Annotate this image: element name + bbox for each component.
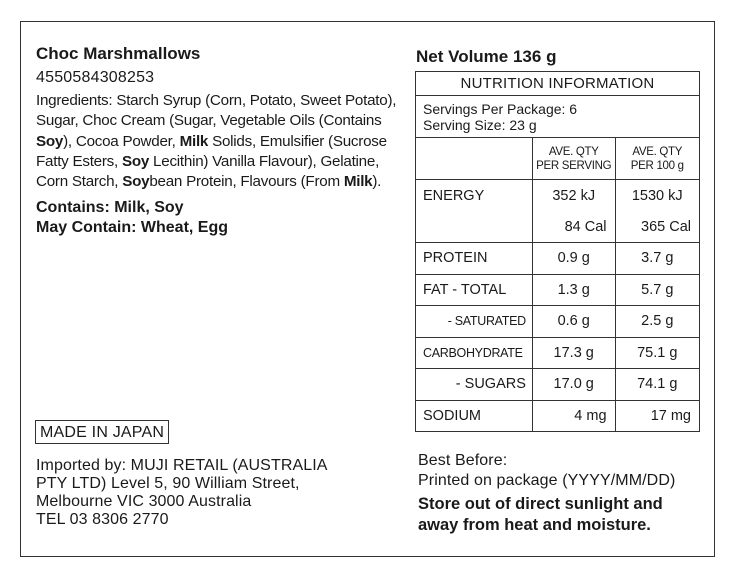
header-per-serving — [532, 138, 615, 180]
table-row — [416, 337, 700, 369]
best-before-note: Printed on package (YYYY/MM/DD) — [418, 472, 676, 489]
nutrient-name: - SATURATED — [416, 306, 533, 338]
nutrient-per-serving: 4 mg — [532, 400, 615, 432]
allergen-soy: Soy — [122, 173, 150, 191]
header-per-100g — [615, 138, 699, 180]
table-row — [416, 369, 700, 401]
importer-info — [36, 457, 406, 529]
storage-line: Store out of direct sunlight and — [418, 495, 663, 513]
nutrient-per-100g: 5.7 g — [615, 274, 699, 306]
nutrient-per-serving: 0.9 g — [532, 243, 615, 275]
importer-line: Melbourne VIC 3000 Australia — [36, 493, 252, 510]
table-row — [416, 180, 700, 212]
nutrient-per-100g: 1530 kJ — [615, 180, 699, 212]
storage-line: away from heat and moisture. — [418, 516, 651, 534]
nutrient-name — [416, 211, 533, 243]
ingredients-text: Solids, Emulsifier (Sucrose Fatty Esters, — [36, 132, 387, 170]
ingredients-text: bean Protein, Flavours (From — [149, 173, 344, 191]
nutrient-per-100g: 2.5 g — [615, 306, 699, 338]
net-volume: Net Volume 136 g — [416, 47, 557, 66]
table-row — [416, 274, 700, 306]
allergen-soy: Soy — [121, 152, 150, 170]
nutrition-title: NUTRITION INFORMATION — [416, 72, 700, 96]
ingredients-list — [36, 91, 414, 192]
header-blank — [416, 138, 533, 180]
header-line: PER 100 g — [630, 159, 684, 172]
table-row — [416, 400, 700, 432]
contains-allergens: Contains: Milk, Soy — [36, 199, 184, 217]
importer-line: PTY LTD) Level 5, 90 William Street, — [36, 475, 300, 492]
nutrient-per-100g: 365 Cal — [615, 211, 699, 243]
nutrient-per-serving: 17.0 g — [532, 369, 615, 401]
nutrient-per-100g: 17 mg — [615, 400, 699, 432]
ingredients-text: Ingredients: Starch Syrup (Corn, Potato, Sweet Potato), Sugar, Choc Cream (Sugar, Vegetable Oils (Contains — [36, 92, 397, 130]
serving-info — [416, 96, 700, 138]
ingredients-text: Lecithin) Vanilla Flavour), Gelatine, Corn Starch, — [36, 152, 380, 191]
made-in-badge: MADE IN JAPAN — [35, 420, 169, 444]
nutrient-name: PROTEIN — [416, 243, 533, 275]
header-line: PER SERVING — [536, 159, 612, 172]
table-row — [416, 243, 700, 275]
table-row — [416, 306, 700, 338]
table-row — [416, 211, 700, 243]
ingredients-text: ), Cocoa Powder, — [63, 132, 180, 150]
allergen-soy: Soy — [36, 132, 64, 150]
product-name: Choc Marshmallows — [36, 44, 201, 63]
nutrient-name: - SUGARS — [416, 369, 533, 401]
allergen-milk: Milk — [179, 132, 209, 150]
nutrient-per-serving: 1.3 g — [532, 274, 615, 306]
nutrient-per-100g: 3.7 g — [615, 243, 699, 275]
nutrition-table — [415, 71, 700, 432]
nutrient-name: FAT - TOTAL — [416, 274, 533, 306]
nutrient-per-serving: 352 kJ — [532, 180, 615, 212]
serving-size: Serving Size: 23 g — [423, 116, 537, 133]
allergen-milk: Milk — [343, 173, 373, 191]
nutrient-name: CARBOHYDRATE — [416, 337, 533, 369]
header-line: AVE. QTY — [632, 145, 683, 158]
nutrient-per-100g: 75.1 g — [615, 337, 699, 369]
ingredients-text: ). — [372, 173, 382, 191]
nutrient-name: SODIUM — [416, 400, 533, 432]
nutrient-per-100g: 74.1 g — [615, 369, 699, 401]
header-line: AVE. QTY — [548, 145, 599, 158]
nutrient-per-serving: 17.3 g — [532, 337, 615, 369]
storage-instructions — [418, 494, 718, 536]
nutrient-per-serving: 84 Cal — [532, 211, 615, 243]
may-contain-allergens: May Contain: Wheat, Egg — [36, 219, 228, 237]
barcode-number: 4550584308253 — [36, 69, 155, 86]
servings-per-package: Servings Per Package: 6 — [423, 100, 578, 117]
best-before-label: Best Before: — [418, 452, 508, 469]
product-info — [36, 43, 414, 238]
importer-line: TEL 03 8306 2770 — [36, 511, 169, 528]
importer-line: Imported by: MUJI RETAIL (AUSTRALIA — [36, 457, 328, 474]
nutrient-name: ENERGY — [416, 180, 533, 212]
nutrient-per-serving: 0.6 g — [532, 306, 615, 338]
